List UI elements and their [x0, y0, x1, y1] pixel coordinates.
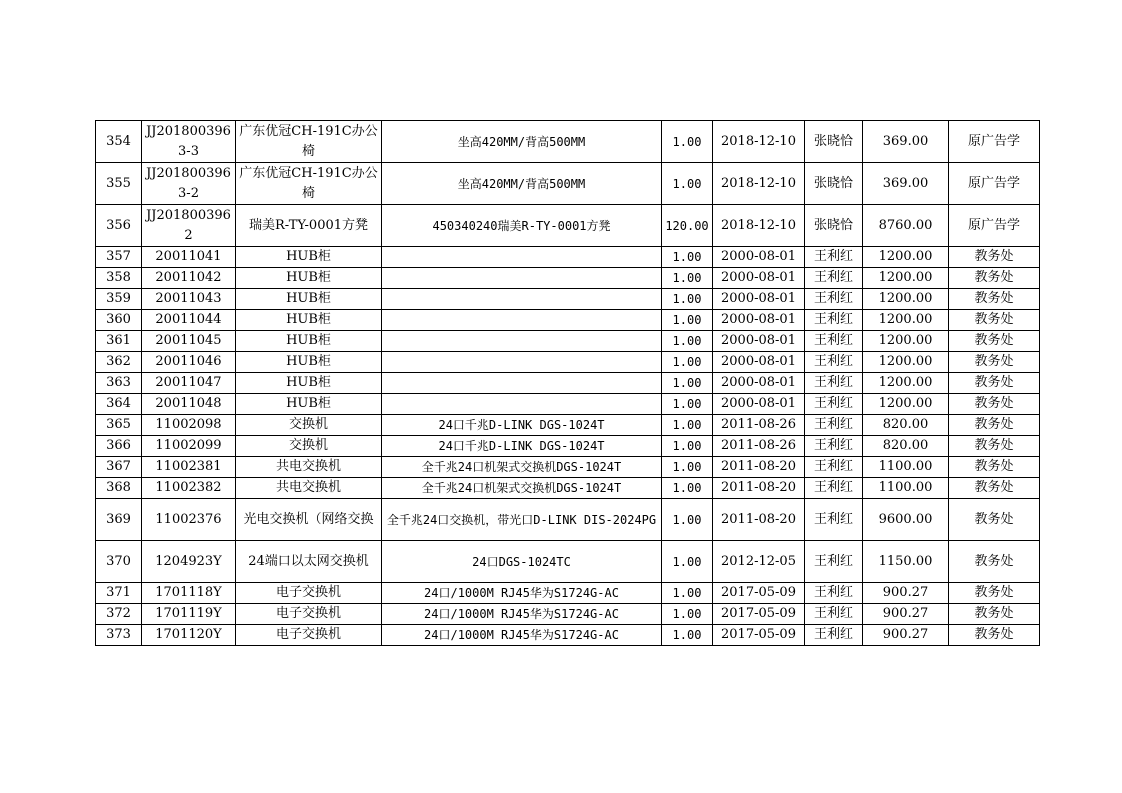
cell-row-number: 360: [96, 310, 142, 331]
cell-date: 2011-08-20: [713, 499, 805, 541]
table-row: [96, 457, 1040, 478]
cell-spec: 全千兆24口交换机，带光口D-LINK DIS-2024PG: [382, 499, 662, 541]
cell-department: 教务处: [949, 625, 1040, 646]
table-row: [96, 541, 1040, 583]
cell-quantity: 1.00: [662, 394, 713, 415]
cell-spec: [382, 394, 662, 415]
cell-asset-name: HUB柜: [236, 289, 382, 310]
cell-date: 2000-08-01: [713, 289, 805, 310]
cell-asset-code: 20011045: [142, 331, 236, 352]
cell-quantity: 1.00: [662, 331, 713, 352]
table-row: [96, 604, 1040, 625]
cell-date: 2000-08-01: [713, 268, 805, 289]
cell-spec: 24口/1000M RJ45华为S1724G-AC: [382, 625, 662, 646]
cell-custodian: 王利红: [805, 268, 863, 289]
cell-asset-name: HUB柜: [236, 352, 382, 373]
table-row: [96, 436, 1040, 457]
cell-quantity: 1.00: [662, 478, 713, 499]
cell-date: 2017-05-09: [713, 604, 805, 625]
cell-custodian: 王利红: [805, 478, 863, 499]
cell-quantity: 1.00: [662, 457, 713, 478]
cell-asset-code: 20011041: [142, 247, 236, 268]
cell-spec: 全千兆24口机架式交换机DGS-1024T: [382, 478, 662, 499]
cell-asset-code: 1701118Y: [142, 583, 236, 604]
cell-custodian: 张晓恰: [805, 121, 863, 163]
cell-department: 教务处: [949, 352, 1040, 373]
cell-row-number: 355: [96, 163, 142, 205]
table-row: [96, 289, 1040, 310]
cell-asset-name: 24端口以太网交换机: [236, 541, 382, 583]
cell-amount: 900.27: [863, 583, 949, 604]
cell-asset-name: HUB柜: [236, 310, 382, 331]
cell-custodian: 王利红: [805, 352, 863, 373]
cell-department: 教务处: [949, 541, 1040, 583]
cell-asset-name: 交换机: [236, 415, 382, 436]
cell-asset-code: JJ2018003963-2: [142, 163, 236, 205]
cell-amount: 1200.00: [863, 247, 949, 268]
cell-quantity: 1.00: [662, 541, 713, 583]
cell-quantity: 1.00: [662, 310, 713, 331]
cell-asset-code: 11002376: [142, 499, 236, 541]
table-row: [96, 499, 1040, 541]
cell-asset-code: 11002381: [142, 457, 236, 478]
cell-custodian: 王利红: [805, 331, 863, 352]
cell-custodian: 王利红: [805, 394, 863, 415]
cell-amount: 369.00: [863, 121, 949, 163]
cell-date: 2011-08-20: [713, 478, 805, 499]
cell-amount: 1200.00: [863, 394, 949, 415]
table-row: [96, 373, 1040, 394]
cell-custodian: 王利红: [805, 457, 863, 478]
cell-amount: 1200.00: [863, 310, 949, 331]
cell-quantity: 1.00: [662, 163, 713, 205]
cell-department: 教务处: [949, 289, 1040, 310]
cell-amount: 820.00: [863, 415, 949, 436]
table-row: [96, 625, 1040, 646]
cell-spec: 450340240瑞美R-TY-0001方凳: [382, 205, 662, 247]
cell-department: 原广告学: [949, 205, 1040, 247]
cell-custodian: 王利红: [805, 583, 863, 604]
cell-amount: 820.00: [863, 436, 949, 457]
cell-department: 教务处: [949, 583, 1040, 604]
cell-row-number: 359: [96, 289, 142, 310]
asset-table: [95, 120, 1040, 646]
cell-date: 2011-08-26: [713, 415, 805, 436]
cell-quantity: 1.00: [662, 436, 713, 457]
cell-quantity: 1.00: [662, 373, 713, 394]
cell-spec: 24口/1000M RJ45华为S1724G-AC: [382, 604, 662, 625]
cell-asset-name: 电子交换机: [236, 625, 382, 646]
cell-custodian: 王利红: [805, 436, 863, 457]
cell-date: 2000-08-01: [713, 352, 805, 373]
cell-row-number: 373: [96, 625, 142, 646]
cell-date: 2018-12-10: [713, 205, 805, 247]
cell-asset-name: 交换机: [236, 436, 382, 457]
cell-custodian: 王利红: [805, 289, 863, 310]
cell-department: 教务处: [949, 457, 1040, 478]
cell-row-number: 370: [96, 541, 142, 583]
table-row: [96, 331, 1040, 352]
table-row: [96, 415, 1040, 436]
table-row: [96, 121, 1040, 163]
cell-department: 教务处: [949, 310, 1040, 331]
cell-date: 2011-08-20: [713, 457, 805, 478]
cell-row-number: 354: [96, 121, 142, 163]
cell-amount: 1100.00: [863, 457, 949, 478]
table-row: [96, 163, 1040, 205]
cell-amount: 1200.00: [863, 289, 949, 310]
cell-department: 教务处: [949, 478, 1040, 499]
cell-custodian: 王利红: [805, 499, 863, 541]
cell-quantity: 1.00: [662, 604, 713, 625]
cell-spec: 全千兆24口机架式交换机DGS-1024T: [382, 457, 662, 478]
cell-quantity: 1.00: [662, 583, 713, 604]
cell-asset-code: 1204923Y: [142, 541, 236, 583]
cell-custodian: 张晓恰: [805, 205, 863, 247]
cell-date: 2000-08-01: [713, 394, 805, 415]
cell-asset-code: 20011043: [142, 289, 236, 310]
cell-row-number: 371: [96, 583, 142, 604]
cell-department: 教务处: [949, 394, 1040, 415]
cell-asset-name: 电子交换机: [236, 583, 382, 604]
cell-department: 教务处: [949, 247, 1040, 268]
cell-asset-code: 20011047: [142, 373, 236, 394]
cell-asset-code: 20011042: [142, 268, 236, 289]
cell-amount: 900.27: [863, 625, 949, 646]
cell-spec: 24口千兆D-LINK DGS-1024T: [382, 436, 662, 457]
cell-department: 教务处: [949, 415, 1040, 436]
cell-row-number: 358: [96, 268, 142, 289]
cell-row-number: 361: [96, 331, 142, 352]
cell-amount: 1150.00: [863, 541, 949, 583]
cell-spec: [382, 373, 662, 394]
cell-quantity: 120.00: [662, 205, 713, 247]
cell-asset-name: 共电交换机: [236, 457, 382, 478]
cell-spec: [382, 268, 662, 289]
cell-quantity: 1.00: [662, 499, 713, 541]
cell-asset-name: 共电交换机: [236, 478, 382, 499]
table-row: [96, 352, 1040, 373]
cell-amount: 9600.00: [863, 499, 949, 541]
cell-asset-name: 广东优冠CH-191C办公椅: [236, 121, 382, 163]
cell-asset-code: 1701119Y: [142, 604, 236, 625]
cell-date: 2011-08-26: [713, 436, 805, 457]
cell-amount: 1200.00: [863, 373, 949, 394]
cell-row-number: 366: [96, 436, 142, 457]
cell-spec: 坐高420MM/背高500MM: [382, 121, 662, 163]
cell-spec: 24口DGS-1024TC: [382, 541, 662, 583]
cell-asset-name: 电子交换机: [236, 604, 382, 625]
cell-quantity: 1.00: [662, 247, 713, 268]
cell-asset-name: HUB柜: [236, 247, 382, 268]
cell-custodian: 王利红: [805, 415, 863, 436]
cell-row-number: 368: [96, 478, 142, 499]
cell-row-number: 369: [96, 499, 142, 541]
cell-amount: 8760.00: [863, 205, 949, 247]
cell-asset-code: 11002098: [142, 415, 236, 436]
cell-date: 2000-08-01: [713, 373, 805, 394]
cell-department: 原广告学: [949, 163, 1040, 205]
cell-asset-name: HUB柜: [236, 331, 382, 352]
cell-custodian: 王利红: [805, 541, 863, 583]
cell-custodian: 王利红: [805, 604, 863, 625]
cell-amount: 1100.00: [863, 478, 949, 499]
cell-row-number: 356: [96, 205, 142, 247]
cell-asset-name: HUB柜: [236, 268, 382, 289]
cell-row-number: 357: [96, 247, 142, 268]
cell-spec: 坐高420MM/背高500MM: [382, 163, 662, 205]
cell-department: 教务处: [949, 373, 1040, 394]
table-row: [96, 268, 1040, 289]
table-row: [96, 247, 1040, 268]
table-row: [96, 205, 1040, 247]
cell-asset-name: 光电交换机（网络交换: [236, 499, 382, 541]
cell-asset-code: 20011044: [142, 310, 236, 331]
cell-asset-code: 20011046: [142, 352, 236, 373]
cell-asset-code: 1701120Y: [142, 625, 236, 646]
cell-amount: 1200.00: [863, 268, 949, 289]
cell-date: 2012-12-05: [713, 541, 805, 583]
cell-row-number: 365: [96, 415, 142, 436]
cell-asset-name: HUB柜: [236, 394, 382, 415]
cell-amount: 369.00: [863, 163, 949, 205]
cell-date: 2018-12-10: [713, 163, 805, 205]
cell-row-number: 364: [96, 394, 142, 415]
cell-quantity: 1.00: [662, 268, 713, 289]
cell-department: 教务处: [949, 604, 1040, 625]
cell-asset-code: 20011048: [142, 394, 236, 415]
table-row: [96, 583, 1040, 604]
cell-date: 2000-08-01: [713, 331, 805, 352]
cell-spec: 24口千兆D-LINK DGS-1024T: [382, 415, 662, 436]
cell-date: 2018-12-10: [713, 121, 805, 163]
cell-date: 2000-08-01: [713, 247, 805, 268]
cell-department: 教务处: [949, 499, 1040, 541]
cell-quantity: 1.00: [662, 415, 713, 436]
table-body: [96, 121, 1040, 646]
cell-row-number: 372: [96, 604, 142, 625]
cell-asset-code: JJ2018003962: [142, 205, 236, 247]
cell-department: 原广告学: [949, 121, 1040, 163]
cell-amount: 1200.00: [863, 331, 949, 352]
cell-date: 2000-08-01: [713, 310, 805, 331]
cell-row-number: 363: [96, 373, 142, 394]
cell-custodian: 王利红: [805, 625, 863, 646]
cell-date: 2017-05-09: [713, 583, 805, 604]
cell-row-number: 367: [96, 457, 142, 478]
cell-department: 教务处: [949, 331, 1040, 352]
cell-quantity: 1.00: [662, 121, 713, 163]
cell-asset-name: 广东优冠CH-191C办公椅: [236, 163, 382, 205]
cell-asset-code: 11002382: [142, 478, 236, 499]
cell-quantity: 1.00: [662, 625, 713, 646]
cell-custodian: 王利红: [805, 247, 863, 268]
cell-date: 2017-05-09: [713, 625, 805, 646]
cell-spec: [382, 331, 662, 352]
cell-row-number: 362: [96, 352, 142, 373]
table-row: [96, 394, 1040, 415]
cell-amount: 900.27: [863, 604, 949, 625]
cell-spec: [382, 352, 662, 373]
cell-asset-name: 瑞美R-TY-0001方凳: [236, 205, 382, 247]
cell-department: 教务处: [949, 268, 1040, 289]
cell-custodian: 王利红: [805, 310, 863, 331]
table-row: [96, 478, 1040, 499]
cell-spec: [382, 289, 662, 310]
cell-asset-code: JJ2018003963-3: [142, 121, 236, 163]
table-row: [96, 310, 1040, 331]
cell-spec: [382, 310, 662, 331]
cell-spec: [382, 247, 662, 268]
cell-asset-code: 11002099: [142, 436, 236, 457]
cell-asset-name: HUB柜: [236, 373, 382, 394]
cell-department: 教务处: [949, 436, 1040, 457]
cell-quantity: 1.00: [662, 352, 713, 373]
cell-spec: 24口/1000M RJ45华为S1724G-AC: [382, 583, 662, 604]
cell-custodian: 王利红: [805, 373, 863, 394]
cell-amount: 1200.00: [863, 352, 949, 373]
cell-custodian: 张晓恰: [805, 163, 863, 205]
cell-quantity: 1.00: [662, 289, 713, 310]
